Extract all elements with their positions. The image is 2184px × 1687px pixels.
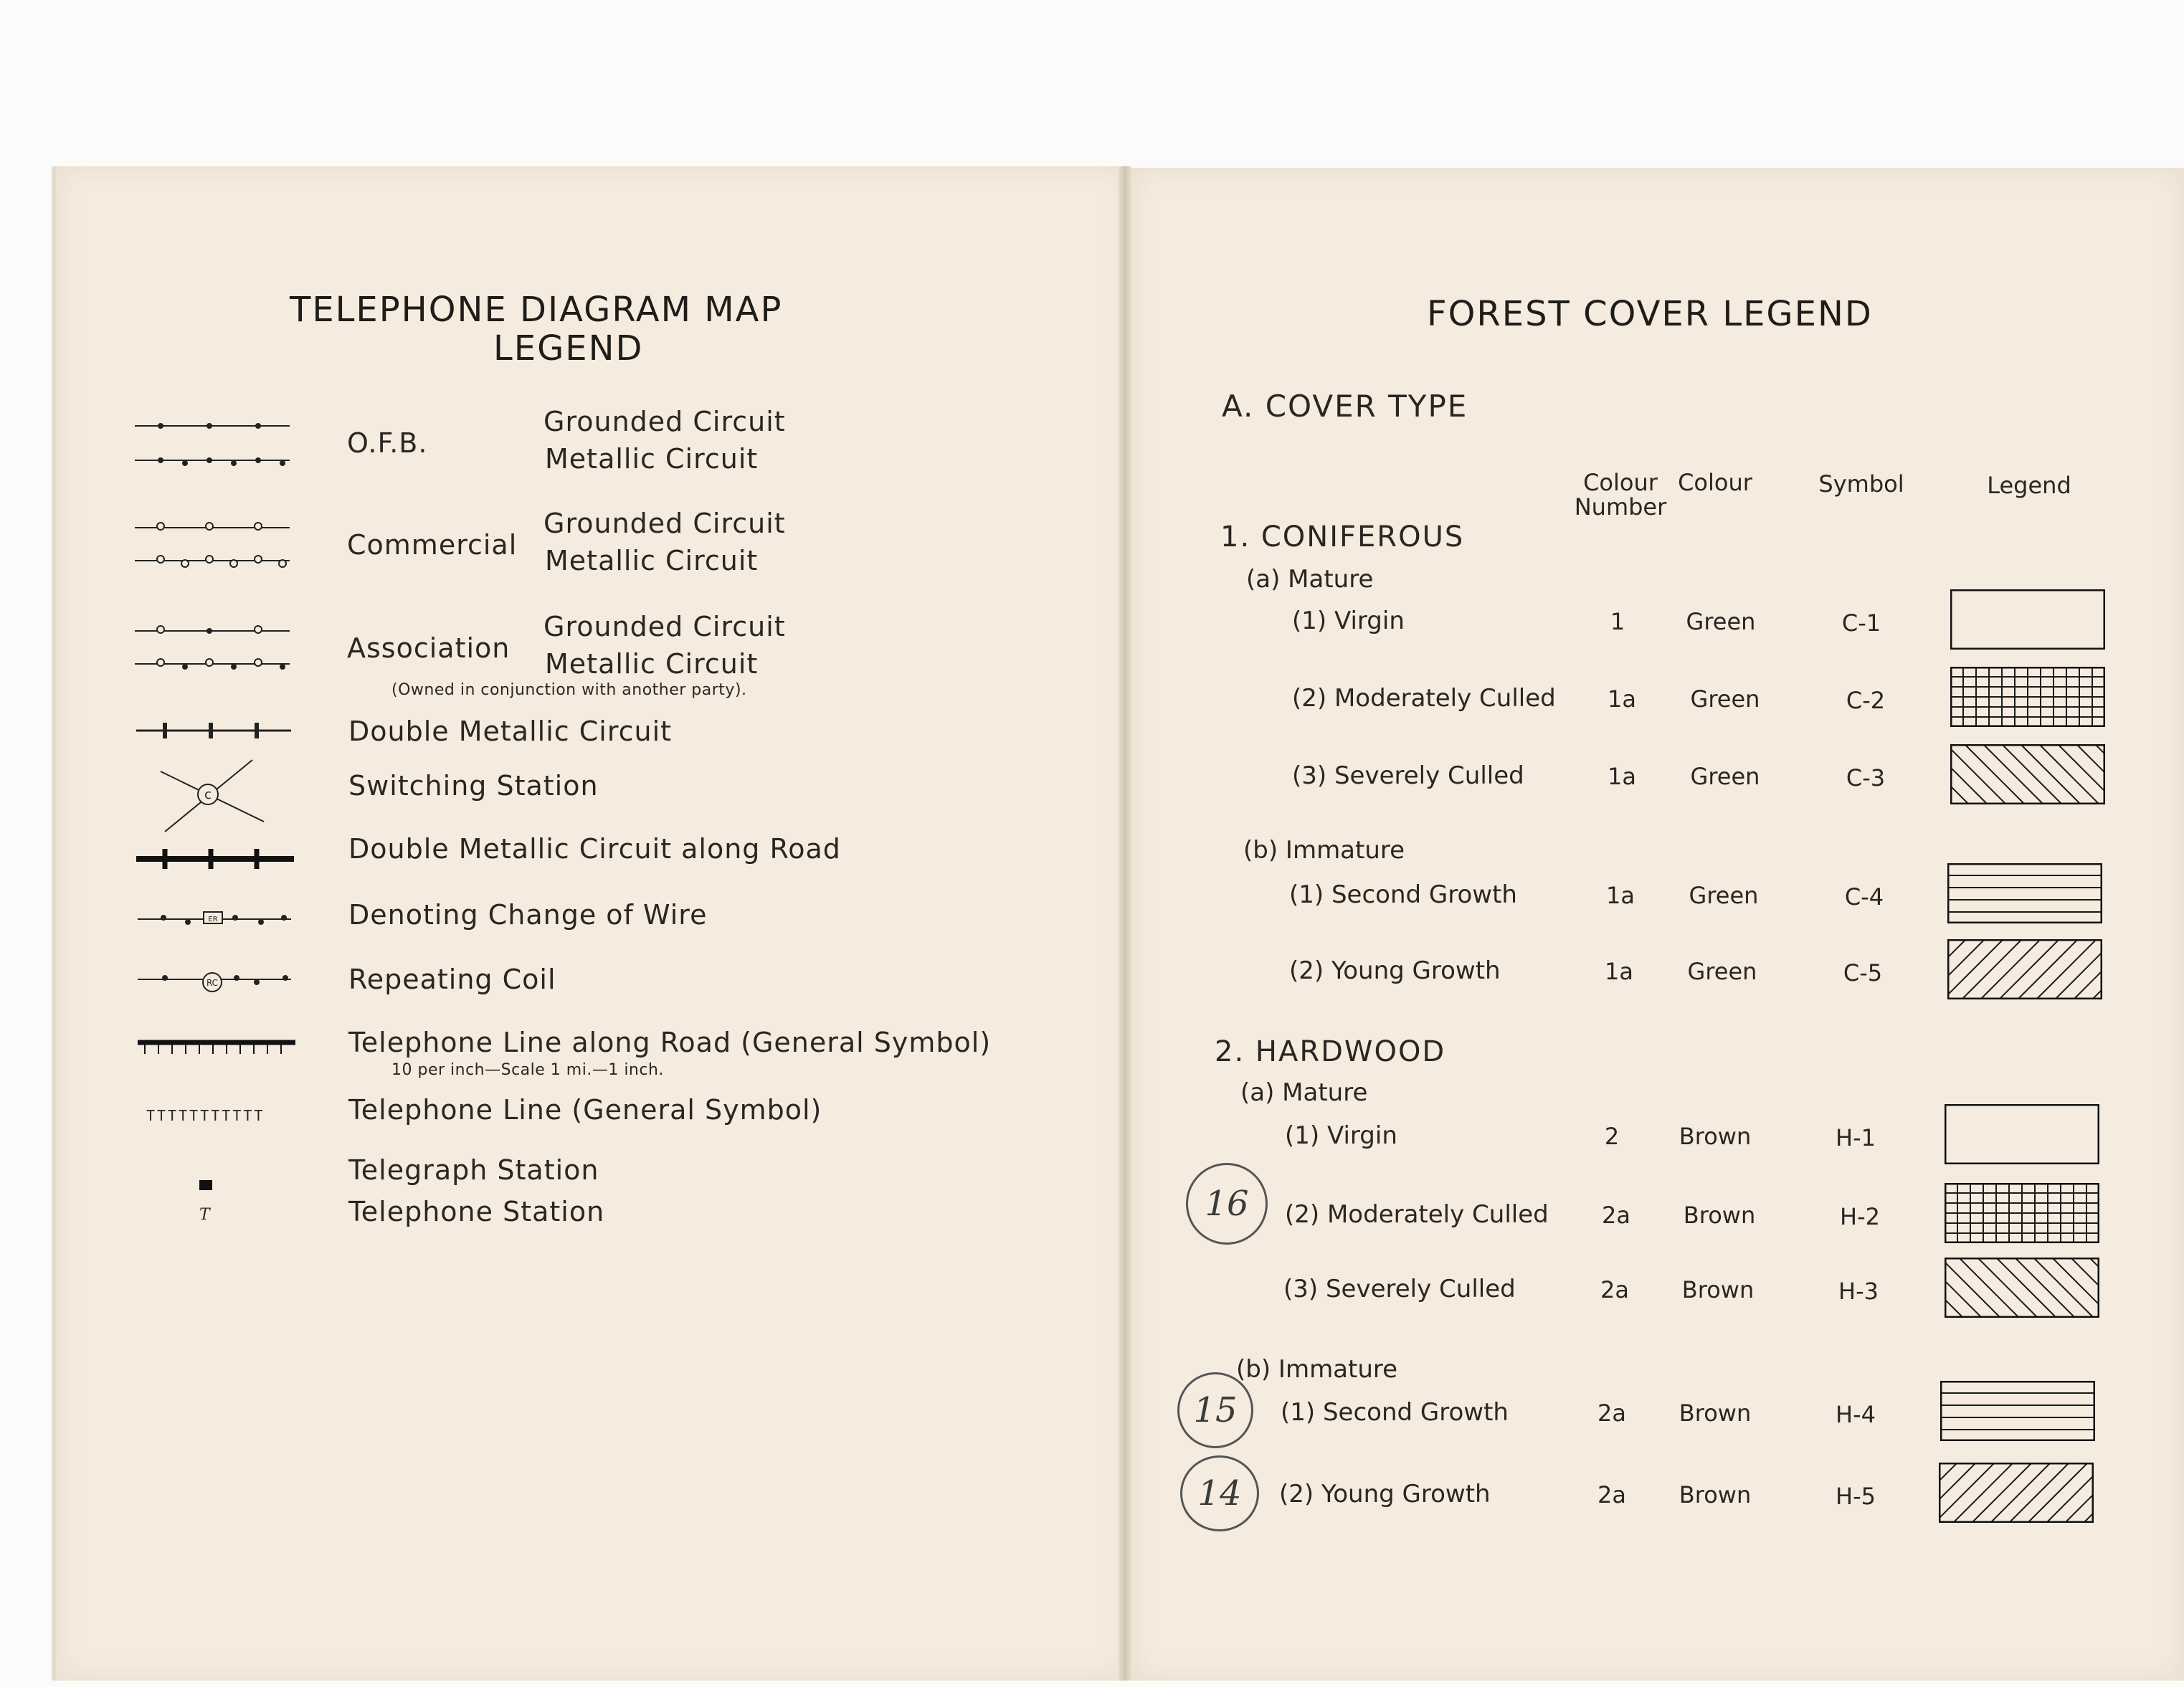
hardwood-heading: 2. HARDWOOD	[1215, 1035, 1446, 1068]
repeating-coil-label: Repeating Coil	[348, 964, 556, 995]
hardwood-row-legend-swatch	[1945, 1104, 2099, 1164]
coniferous-row-colour: Green	[1689, 882, 1759, 909]
coniferous-row-legend-swatch	[1950, 667, 2105, 727]
coniferous-row-colour-number: 1a	[1608, 685, 1636, 713]
ofb-circuit-symbol	[135, 419, 293, 469]
hardwood-row-symbol: H-4	[1836, 1401, 1876, 1428]
commercial-label: Commercial	[347, 529, 518, 561]
line-along-road-symbol	[138, 1038, 298, 1060]
hardwood-row-colour: Brown	[1679, 1481, 1752, 1508]
repeating-coil-symbol	[138, 969, 295, 995]
commercial-circuit-symbol	[135, 521, 293, 571]
hardwood-row-colour: Brown	[1679, 1123, 1752, 1150]
header-colour-number-line2: Number	[1574, 493, 1667, 521]
change-symbol-text: ER	[208, 916, 218, 923]
coniferous-row-colour-number: 1	[1610, 608, 1625, 635]
hardwood-row-name: (1) Virgin	[1285, 1121, 1397, 1150]
double-metallic-road-symbol	[136, 846, 297, 872]
coniferous-row-symbol: C-4	[1844, 883, 1884, 911]
coniferous-row-symbol: C-2	[1846, 687, 1886, 714]
telephone-legend-subtitle: LEGEND	[493, 328, 644, 369]
coniferous-row-name: (1) Second Growth	[1289, 880, 1517, 909]
hardwood-row-colour-number: 2a	[1597, 1481, 1626, 1508]
change-of-wire-symbol	[138, 909, 295, 931]
header-symbol: Symbol	[1818, 470, 1904, 498]
ofb-grounded-label: Grounded Circuit	[543, 406, 786, 437]
switching-symbol-letter: c	[204, 787, 212, 802]
coniferous-row-legend-swatch	[1947, 863, 2102, 923]
coniferous-row-legend-swatch	[1950, 744, 2105, 804]
coniferous-row-name: (3) Severely Culled	[1292, 761, 1524, 790]
handwritten-circled-16: 16	[1186, 1163, 1268, 1245]
coniferous-mature-heading: (a) Mature	[1246, 565, 1374, 594]
coniferous-row-colour: Green	[1687, 958, 1757, 985]
coniferous-row-name: (1) Virgin	[1292, 607, 1405, 635]
hardwood-mature-heading: (a) Mature	[1240, 1078, 1368, 1107]
coniferous-row-legend-swatch	[1950, 589, 2105, 650]
commercial-grounded-label: Grounded Circuit	[543, 508, 786, 539]
coniferous-row-colour: Green	[1690, 763, 1760, 790]
coniferous-row-colour: Green	[1690, 685, 1760, 713]
hardwood-row-name: (1) Second Growth	[1281, 1398, 1509, 1427]
association-grounded-label: Grounded Circuit	[543, 611, 786, 642]
association-note: (Owned in conjunction with another party).	[391, 681, 747, 699]
telephone-station-label: Telephone Station	[348, 1196, 605, 1227]
switching-station-label: Switching Station	[348, 770, 599, 802]
hardwood-row-colour: Brown	[1681, 1276, 1755, 1303]
ofb-label: O.F.B.	[347, 427, 428, 459]
ofb-metallic-label: Metallic Circuit	[545, 443, 759, 475]
book-spine	[1119, 166, 1131, 1681]
hardwood-row-name: (3) Severely Culled	[1283, 1275, 1516, 1303]
association-circuit-symbol	[135, 622, 293, 673]
telegraph-station-label: Telegraph Station	[348, 1154, 599, 1186]
change-of-wire-label: Denoting Change of Wire	[348, 899, 708, 931]
commercial-metallic-label: Metallic Circuit	[545, 545, 759, 576]
hardwood-immature-heading: (b) Immature	[1236, 1355, 1398, 1384]
telephone-legend-title: TELEPHONE DIAGRAM MAP	[290, 290, 783, 330]
hardwood-row-colour: Brown	[1683, 1202, 1756, 1229]
hardwood-row-name: (2) Young Growth	[1279, 1480, 1491, 1508]
handwritten-circled-14: 14	[1180, 1455, 1259, 1531]
double-metallic-road-label: Double Metallic Circuit along Road	[348, 833, 841, 865]
telegraph-station-icon	[199, 1180, 212, 1190]
header-legend: Legend	[1987, 472, 2071, 499]
telephone-station-icon: T	[199, 1206, 210, 1224]
coniferous-row-colour-number: 1a	[1608, 763, 1636, 790]
hardwood-row-colour-number: 2	[1604, 1123, 1620, 1150]
hardwood-row-symbol: H-3	[1838, 1278, 1879, 1305]
coil-symbol-text: RC	[206, 978, 219, 988]
handwritten-circled-15: 15	[1177, 1372, 1253, 1448]
hardwood-row-colour-number: 2a	[1602, 1202, 1630, 1229]
coniferous-row-colour-number: 1a	[1605, 958, 1633, 985]
header-colour-number	[1569, 470, 1672, 519]
coniferous-row-symbol: C-5	[1843, 959, 1883, 987]
association-metallic-label: Metallic Circuit	[545, 648, 759, 680]
coniferous-row-colour: Green	[1686, 608, 1756, 635]
coniferous-row-symbol: C-1	[1841, 609, 1881, 637]
double-metallic-label: Double Metallic Circuit	[348, 716, 673, 747]
hardwood-row-symbol: H-2	[1840, 1203, 1880, 1230]
hardwood-row-colour-number: 2a	[1597, 1400, 1626, 1427]
coniferous-row-name: (2) Moderately Culled	[1292, 684, 1556, 713]
cover-type-heading: A. COVER TYPE	[1222, 389, 1468, 424]
coniferous-row-name: (2) Young Growth	[1289, 956, 1501, 985]
line-along-road-note: 10 per inch—Scale 1 mi.—1 inch.	[391, 1061, 664, 1079]
association-label: Association	[347, 632, 511, 664]
coniferous-row-legend-swatch	[1947, 939, 2102, 999]
line-along-road-label: Telephone Line along Road (General Symbol)	[348, 1027, 992, 1058]
hardwood-row-symbol: H-1	[1836, 1124, 1876, 1151]
coniferous-row-colour-number: 1a	[1606, 882, 1635, 909]
hardwood-row-legend-swatch	[1939, 1463, 2094, 1523]
hardwood-row-symbol: H-5	[1836, 1483, 1876, 1510]
hardwood-row-colour: Brown	[1679, 1400, 1752, 1427]
hardwood-row-legend-swatch	[1940, 1381, 2095, 1441]
switching-station-symbol	[156, 757, 271, 836]
hardwood-row-legend-swatch	[1945, 1183, 2099, 1243]
double-metallic-symbol	[136, 720, 294, 741]
coniferous-row-symbol: C-3	[1846, 764, 1886, 792]
line-general-symbol: TTTTTTTTTTT	[146, 1107, 265, 1124]
hardwood-row-legend-swatch	[1945, 1258, 2099, 1318]
forest-legend-title: FOREST COVER LEGEND	[1427, 294, 1873, 334]
coniferous-heading: 1. CONIFEROUS	[1220, 521, 1465, 553]
hardwood-row-name: (2) Moderately Culled	[1285, 1200, 1549, 1229]
header-colour: Colour	[1678, 469, 1752, 496]
header-colour-number-line1: Colour	[1583, 469, 1658, 496]
coniferous-immature-heading: (b) Immature	[1243, 836, 1405, 865]
line-general-label: Telephone Line (General Symbol)	[348, 1094, 822, 1126]
hardwood-row-colour-number: 2a	[1600, 1276, 1629, 1303]
